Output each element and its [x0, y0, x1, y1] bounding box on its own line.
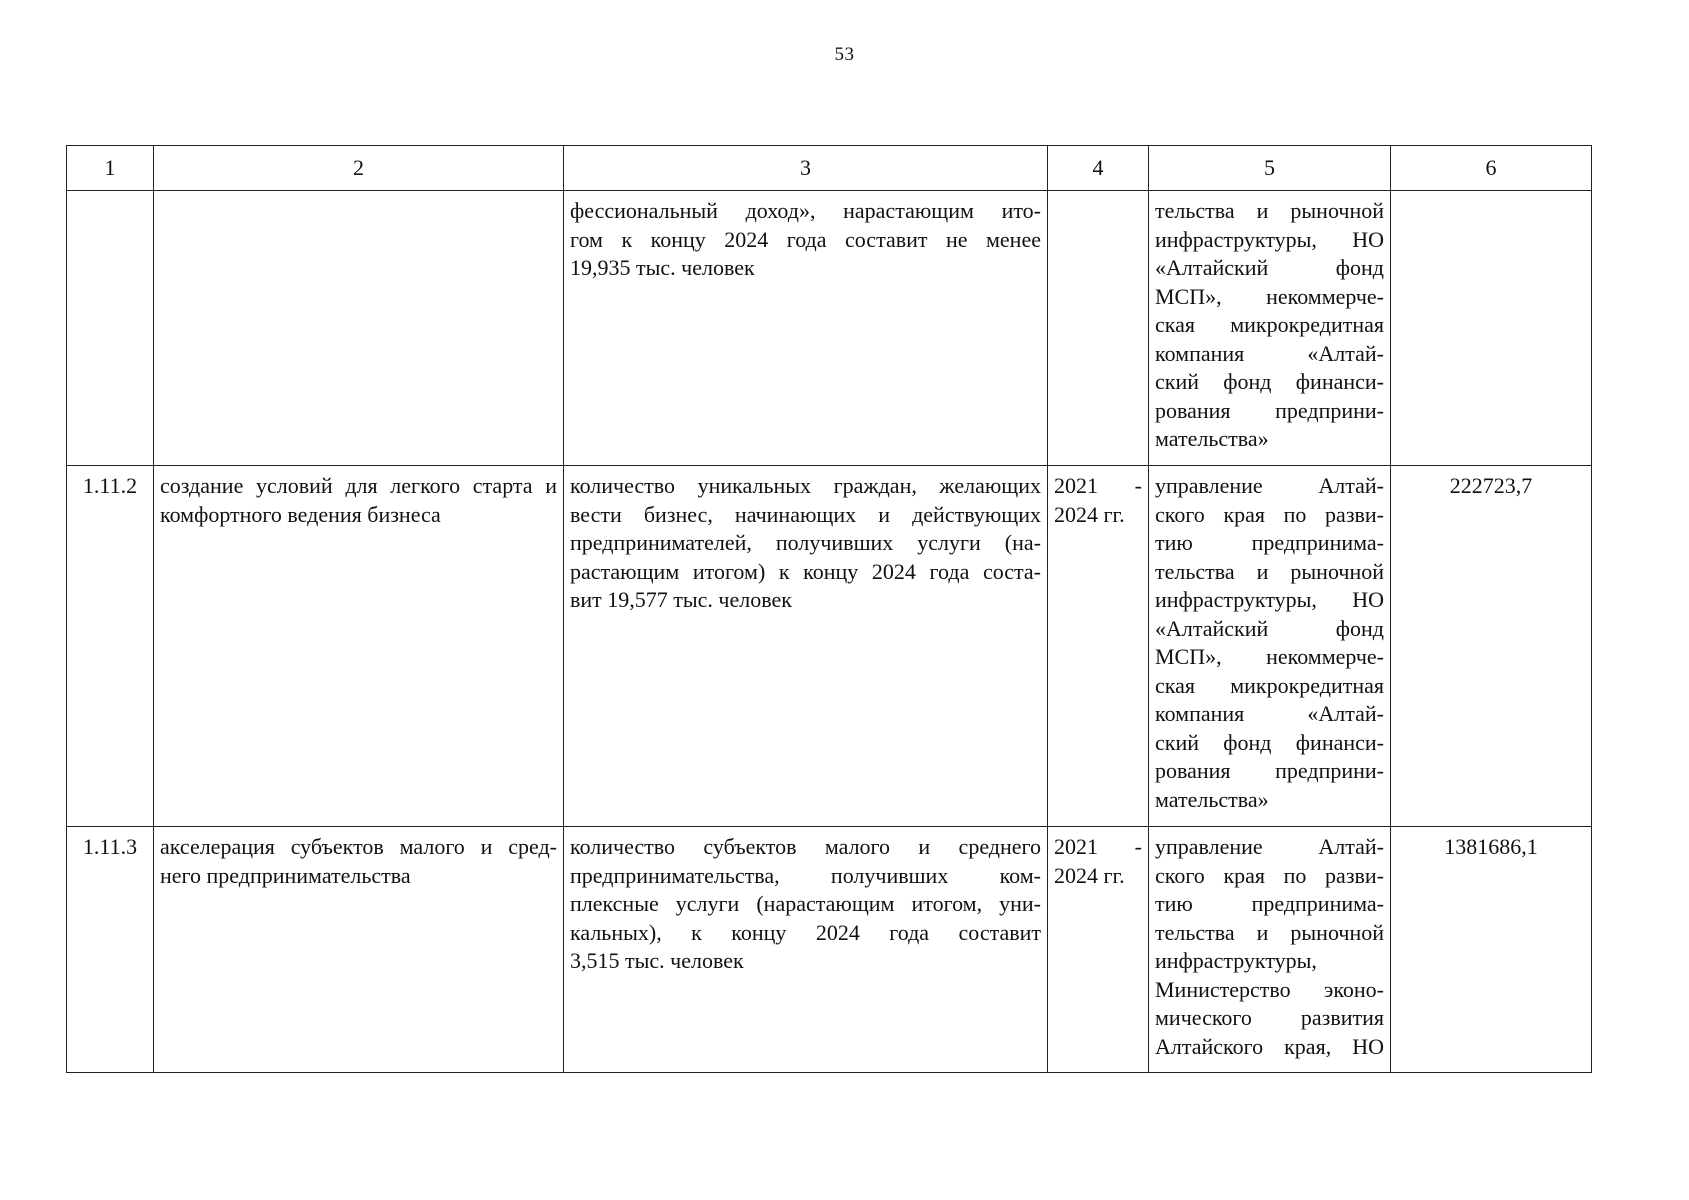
executor-line: управление Алтай-	[1155, 473, 1384, 498]
indicator-line: вит 19,577 тыс. человек	[570, 587, 792, 612]
executor-line: ский фонд финанси-	[1155, 729, 1384, 755]
measure-name	[154, 191, 564, 466]
measure-name-line: акселерация субъектов малого и сред-	[160, 834, 557, 859]
indicator-line: предпринимательства, получивших ком-	[570, 862, 1041, 888]
indicator-line: 3,515 тыс. человек	[570, 948, 744, 973]
executor-line: тию предпринима-	[1155, 530, 1384, 555]
executor-line: ского края по разви-	[1155, 862, 1384, 888]
measure-name-line: него предпринимательства	[160, 862, 411, 888]
executor-line: ская микрокредитная	[1155, 312, 1384, 337]
header-col-3: 3	[564, 146, 1048, 191]
header-col-5: 5	[1149, 146, 1391, 191]
indicator	[564, 466, 1048, 827]
indicator-line: количество субъектов малого и среднего	[570, 834, 1041, 859]
period-line: 2021 -	[1054, 473, 1142, 498]
executor	[1149, 191, 1391, 466]
executor-line: компания «Алтай-	[1155, 701, 1384, 726]
executor-line: ского края по разви-	[1155, 501, 1384, 527]
indicator	[564, 191, 1048, 466]
indicator-line: растающим итогом) к концу 2024 года соста-	[570, 558, 1041, 584]
table-row	[67, 191, 1592, 466]
row-number: 1.11.2	[67, 466, 154, 827]
executor-line: инфраструктуры,	[1155, 948, 1317, 973]
header-col-4: 4	[1048, 146, 1149, 191]
executor-line: инфраструктуры, НО	[1155, 587, 1384, 612]
executor-line: мательства»	[1155, 786, 1269, 812]
page-number: 53	[834, 44, 855, 65]
header-col-2: 2	[154, 146, 564, 191]
executor-line: МСП», некоммерче-	[1155, 644, 1384, 669]
indicator-line: кальных), к концу 2024 года составит	[570, 919, 1041, 945]
executor	[1149, 827, 1391, 1073]
executor-line: тельства и рыночной	[1155, 198, 1384, 223]
period	[1048, 191, 1149, 466]
measure-name-line: создание условий для легкого старта и	[160, 473, 557, 498]
executor-line: «Алтайский фонд	[1155, 255, 1384, 280]
executor-line: Министерство эконо-	[1155, 976, 1384, 1002]
executor-line: рования предприни-	[1155, 758, 1384, 783]
header-col-6: 6	[1391, 146, 1592, 191]
indicator-line: плексные услуги (нарастающим итогом, уни-	[570, 891, 1041, 916]
period-line: 2021 -	[1054, 834, 1142, 859]
executor-line: мического развития	[1155, 1005, 1384, 1030]
period	[1048, 466, 1149, 827]
executor-line: компания «Алтай-	[1155, 340, 1384, 366]
executor-line: «Алтайский фонд	[1155, 615, 1384, 641]
amount: 1381686,1	[1391, 827, 1592, 1073]
program-table	[66, 145, 1592, 1073]
executor-line: тию предпринима-	[1155, 891, 1384, 916]
table-header-row	[67, 146, 1592, 191]
executor-line: МСП», некоммерче-	[1155, 283, 1384, 309]
table-row	[67, 466, 1592, 827]
period	[1048, 827, 1149, 1073]
executor-line: тельства и рыночной	[1155, 919, 1384, 945]
executor-line: ская микрокредитная	[1155, 672, 1384, 698]
executor-line: инфраструктуры, НО	[1155, 226, 1384, 252]
executor-line: рования предприни-	[1155, 397, 1384, 423]
header-col-1: 1	[67, 146, 154, 191]
executor	[1149, 466, 1391, 827]
indicator-line: предпринимателей, получивших услуги (на-	[570, 530, 1041, 555]
indicator-line: количество уникальных граждан, желающих	[570, 473, 1041, 498]
executor-line: тельства и рыночной	[1155, 558, 1384, 584]
executor-line: управление Алтай-	[1155, 834, 1384, 859]
executor-line: Алтайского края, НО	[1155, 1033, 1384, 1059]
amount	[1391, 191, 1592, 466]
period-line: 2024 гг.	[1054, 501, 1125, 527]
indicator-line: гом к концу 2024 года составит не менее	[570, 226, 1041, 252]
indicator-line: вести бизнес, начинающих и действующих	[570, 501, 1041, 527]
period-line: 2024 гг.	[1054, 862, 1125, 888]
measure-name-line: комфортного ведения бизнеса	[160, 501, 441, 527]
executor-line: мательства»	[1155, 426, 1269, 451]
indicator	[564, 827, 1048, 1073]
indicator-line: 19,935 тыс. человек	[570, 255, 755, 280]
indicator-line: фессиональный доход», нарастающим ито-	[570, 198, 1041, 223]
measure-name	[154, 466, 564, 827]
table-row	[67, 827, 1592, 1073]
amount: 222723,7	[1391, 466, 1592, 827]
row-number: 1.11.3	[67, 827, 154, 1073]
executor-line: ский фонд финанси-	[1155, 369, 1384, 394]
measure-name	[154, 827, 564, 1073]
row-number	[67, 191, 154, 466]
